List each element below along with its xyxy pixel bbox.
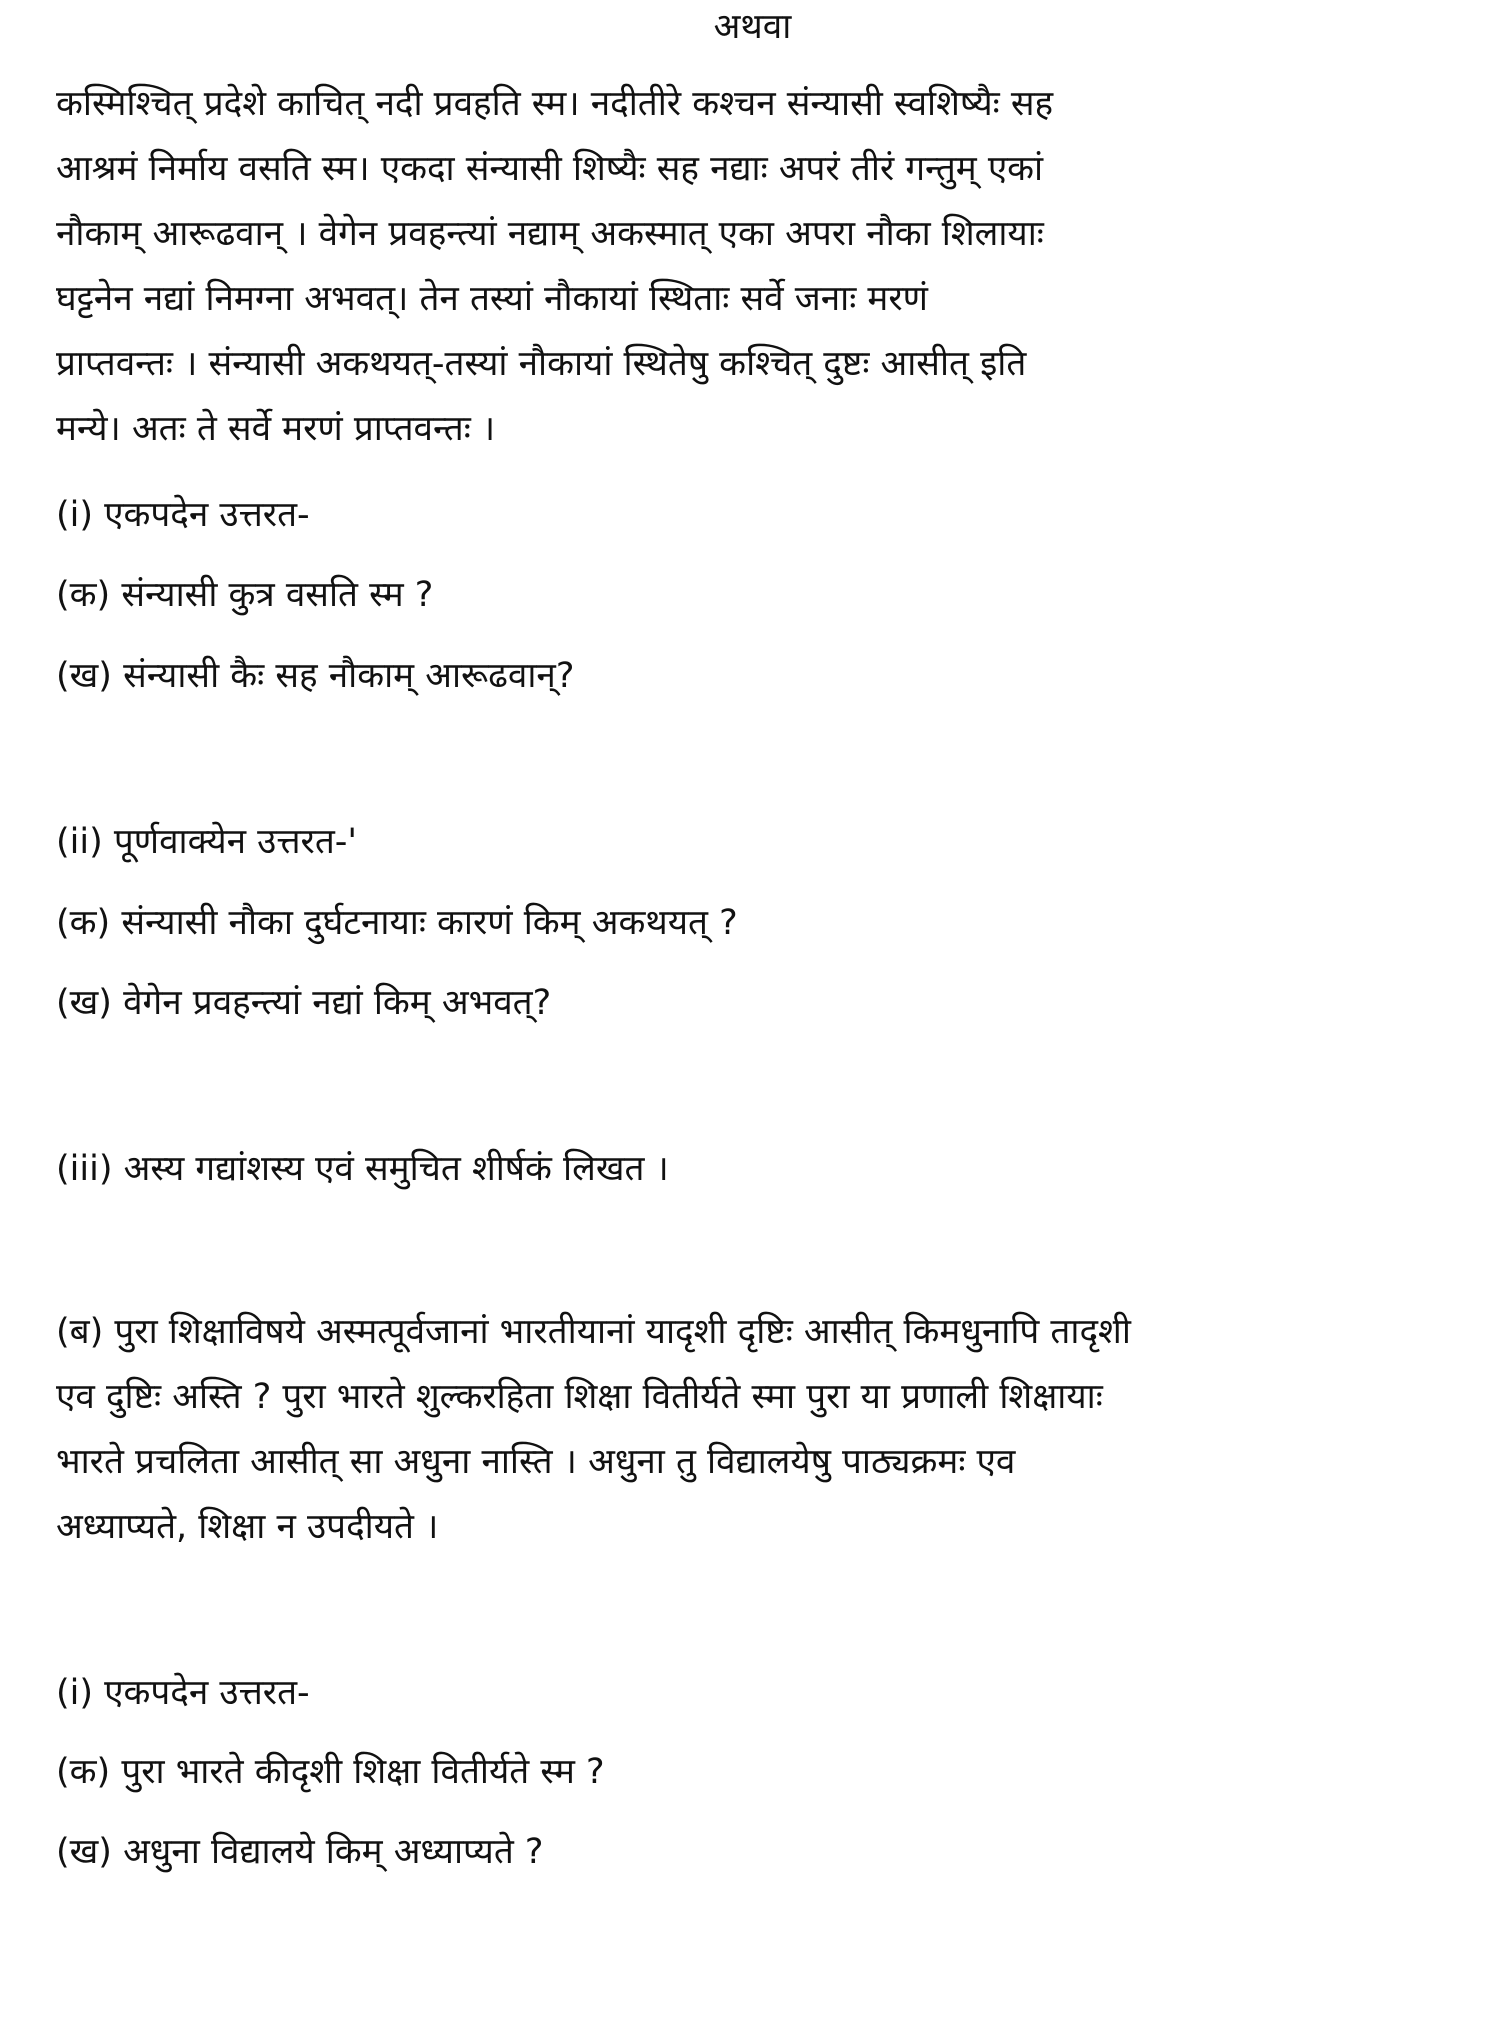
question: (क) पुरा भारते कीदृशी शिक्षा वितीर्यते स्म ? (56, 1752, 605, 1792)
question: (क) संन्यासी नौका दुर्घटनायाः कारणं किम् अकथयत् ? (56, 903, 738, 943)
question-heading: (i) एकपदेन उत्तरत- (56, 495, 310, 535)
question-heading: (i) एकपदेन उत्तरत- (56, 1673, 310, 1713)
passage-line: कस्मिश्चित् प्रदेशे काचित् नदी प्रवहति स्म। नदीतीरे कश्चन संन्यासी स्वशिष्यैः सह (56, 84, 1054, 124)
passage-line: आश्रमं निर्माय वसति स्म। एकदा संन्यासी शिष्यैः सह नद्याः अपरं तीरं गन्तुम् एकां (56, 149, 1044, 189)
passage-line: एव दुष्टिः अस्ति ? पुरा भारते शुल्करहिता शिक्षा वितीर्यते स्मा पुरा या प्रणाली शिक्षायाः (56, 1377, 1103, 1417)
section-heading: अथवा (713, 7, 792, 47)
question-heading: (iii) अस्य गद्यांशस्य एवं समुचित शीर्षकं लिखत । (56, 1149, 669, 1189)
passage-line: (ब) पुरा शिक्षाविषये अस्मत्पूर्वजानां भारतीयानां यादृशी दृष्टिः आसीत् किमधुनापि तादृशी (56, 1312, 1131, 1352)
question: (ख) अधुना विद्यालये किम् अध्याप्यते ? (56, 1832, 544, 1872)
passage-line: अध्याप्यते, शिक्षा न उपदीयते । (56, 1507, 439, 1547)
question: (क) संन्यासी कुत्र वसति स्म ? (56, 575, 434, 615)
passage-line: भारते प्रचलिता आसीत् सा अधुना नास्ति । अधुना तु विद्यालयेषु पाठ्यक्रमः एव (56, 1442, 1016, 1482)
passage-line: प्राप्तवन्तः । संन्यासी अकथयत्-तस्यां नौकायां स्थितेषु कश्चित् दुष्टः आसीत् इति (56, 344, 1027, 384)
passage-line: मन्ये। अतः ते सर्वे मरणं प्राप्तवन्तः । (56, 409, 496, 449)
question-heading: (ii) पूर्णवाक्येन उत्तरत-' (56, 822, 358, 862)
passage-line: नौकाम् आरूढवान् । वेगेन प्रवहन्त्यां नद्याम् अकस्मात् एका अपरा नौका शिलायाः (56, 214, 1044, 254)
passage-line: घट्टनेन नद्यां निमग्ना अभवत्। तेन तस्यां नौकायां स्थिताः सर्वे जनाः मरणं (56, 279, 928, 319)
question: (ख) संन्यासी कैः सह नौकाम् आरूढवान्? (56, 656, 575, 696)
question: (ख) वेगेन प्रवहन्त्यां नद्यां किम् अभवत्? (56, 983, 552, 1023)
